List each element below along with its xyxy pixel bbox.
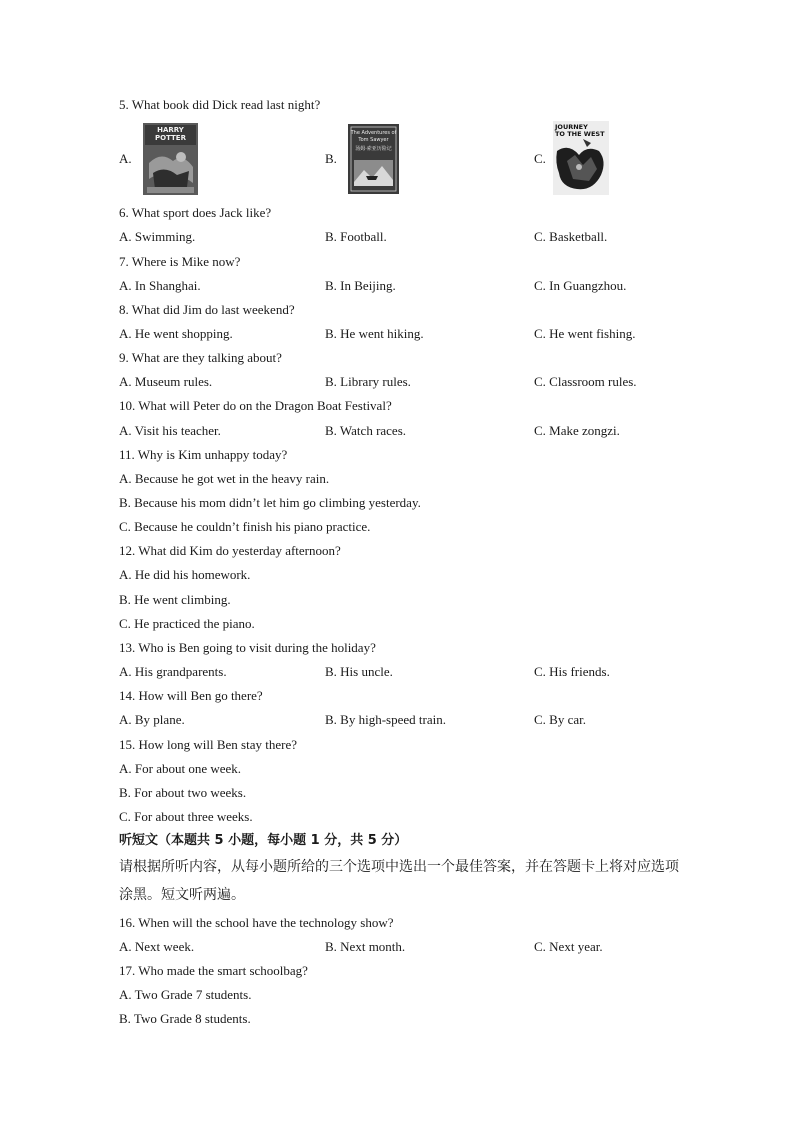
option-5c-label: C. (534, 151, 546, 166)
option-11b: B. Because his mom didn’t let him go climbing yesterday. (119, 495, 421, 510)
option-11a: A. Because he got wet in the heavy rain. (119, 471, 330, 486)
section-instruction: 请根据所听内容，从每小题所给的三个选项中选出一个最佳答案，并在答题卡上将对应选项涂黑。短文听两遍。 (119, 859, 679, 903)
option-7c: C. In Guangzhou. (534, 278, 627, 293)
cover-c-title-1: JOURNEY (555, 123, 588, 131)
question-7: 7. Where is Mike now? (119, 254, 241, 269)
question-11: 11. Why is Kim unhappy today? (119, 447, 288, 462)
option-10c: C. Make zongzi. (534, 423, 620, 438)
option-14c: C. By car. (534, 712, 586, 727)
question-12: 12. What did Kim do yesterday afternoon? (119, 543, 341, 558)
option-7a: A. In Shanghai. (119, 278, 201, 293)
option-8a: A. He went shopping. (119, 326, 233, 341)
question-17: 17. Who made the smart schoolbag? (119, 963, 308, 978)
section-title: 听短文（本题共 5 小题，每小题 1 分，共 5 分） (119, 833, 408, 848)
option-16c: C. Next year. (534, 939, 603, 954)
cover-c-title-2: TO THE WEST (555, 130, 605, 138)
option-12a: A. He did his homework. (119, 567, 251, 582)
option-13b: B. His uncle. (325, 664, 393, 679)
option-6a: A. Swimming. (119, 229, 196, 244)
option-16a: A. Next week. (119, 939, 195, 954)
journey-to-the-west-cover-image (553, 121, 609, 195)
option-13c: C. His friends. (534, 664, 610, 679)
cover-a-title-1: HARRY (157, 126, 184, 134)
question-6: 6. What sport does Jack like? (119, 205, 272, 220)
option-10a: A. Visit his teacher. (119, 423, 221, 438)
cover-b-title-3: 汤姆·索亚历险记 (355, 146, 392, 152)
question-8: 8. What did Jim do last weekend? (119, 302, 295, 317)
option-5a-label: A. (119, 151, 132, 166)
option-13a: A. His grandparents. (119, 664, 227, 679)
option-10b: B. Watch races. (325, 423, 407, 438)
option-16b: B. Next month. (325, 939, 406, 954)
option-8b: B. He went hiking. (325, 326, 424, 341)
cover-a-title-2: POTTER (155, 134, 186, 142)
option-11c: C. Because he couldn’t finish his piano practice. (119, 519, 371, 534)
option-15a: A. For about one week. (119, 761, 242, 776)
option-15c: C. For about three weeks. (119, 809, 253, 824)
option-9c: C. Classroom rules. (534, 374, 637, 389)
cover-b-title-2: Tom Sawyer (358, 137, 389, 143)
option-6b: B. Football. (325, 229, 387, 244)
question-5: 5. What book did Dick read last night? (119, 97, 321, 112)
question-14: 14. How will Ben go there? (119, 688, 263, 703)
tom-sawyer-cover-image (348, 124, 399, 194)
option-17a: A. Two Grade 7 students. (119, 987, 252, 1002)
option-9b: B. Library rules. (325, 374, 411, 389)
option-14a: A. By plane. (119, 712, 185, 727)
question-9: 9. What are they talking about? (119, 350, 282, 365)
option-17b: B. Two Grade 8 students. (119, 1011, 251, 1026)
cover-b-title-1: The Adventures of (350, 130, 397, 136)
option-9a: A. Museum rules. (119, 374, 213, 389)
option-14b: B. By high-speed train. (325, 712, 446, 727)
question-15: 15. How long will Ben stay there? (119, 737, 297, 752)
question-13: 13. Who is Ben going to visit during the holiday? (119, 640, 376, 655)
option-12c: C. He practiced the piano. (119, 616, 255, 631)
question-16: 16. When will the school have the technology show? (119, 915, 394, 930)
option-7b: B. In Beijing. (325, 278, 396, 293)
option-6c: C. Basketball. (534, 229, 608, 244)
question-10: 10. What will Peter do on the Dragon Boat Festival? (119, 398, 392, 413)
harry-potter-cover-image (143, 123, 198, 195)
option-5b-label: B. (325, 151, 337, 166)
option-15b: B. For about two weeks. (119, 785, 247, 800)
option-12b: B. He went climbing. (119, 592, 231, 607)
option-8c: C. He went fishing. (534, 326, 636, 341)
